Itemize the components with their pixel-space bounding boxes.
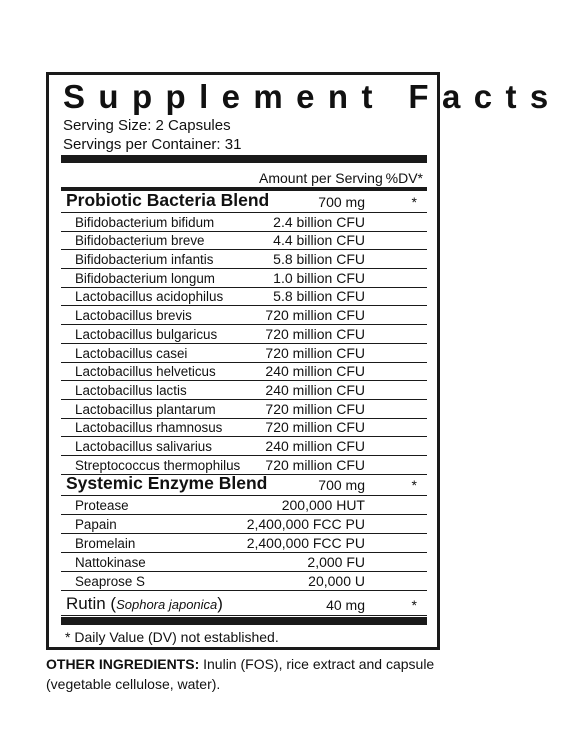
blend-dv: *: [411, 194, 417, 210]
ingredient-amount: 2.4 billion CFU: [273, 213, 365, 230]
other-ingredients: [46, 654, 466, 694]
ingredient-row: [61, 495, 427, 515]
ingredient-name: Lactobacillus acidophilus: [75, 289, 224, 305]
ingredient-row: [61, 455, 427, 475]
ingredient-name: Lactobacillus salivarius: [75, 439, 212, 455]
other-ingredients-text: Inulin (FOS), rice extract and capsule (vegetable cellulose, water).: [46, 656, 435, 692]
rutin-name: Rutin (Sophora japonica): [66, 594, 223, 613]
panel-content: [61, 75, 562, 647]
rutin-latin-name: Sophora japonica: [116, 597, 218, 612]
ingredient-name: Papain: [75, 517, 117, 532]
supplement-facts-panel: [46, 72, 562, 650]
ingredient-amount: 720 million CFU: [265, 325, 365, 342]
ingredient-name: Nattokinase: [75, 555, 146, 570]
probiotic-blend-row: [61, 191, 427, 213]
enzyme-blend-row: [61, 474, 427, 496]
ingredient-row: [61, 436, 427, 456]
ingredient-amount: 20,000 U: [308, 573, 365, 589]
ingredient-amount: 4.4 billion CFU: [273, 232, 365, 249]
ingredient-row: [61, 287, 427, 307]
blend-dv: *: [411, 477, 417, 493]
ingredient-row: [61, 268, 427, 288]
blend-name: Systemic Enzyme Blend: [66, 473, 268, 493]
ingredient-row: [61, 306, 427, 326]
ingredient-amount: 240 million CFU: [265, 438, 365, 455]
other-ingredients-label: OTHER INGREDIENTS:: [46, 656, 200, 672]
ingredient-name: Bifidobacterium bifidum: [75, 214, 215, 230]
ingredient-name: Lactobacillus rhamnosus: [75, 420, 223, 436]
ingredient-name: Lactobacillus lactis: [75, 382, 187, 398]
footnote: * Daily Value (DV) not established.: [65, 629, 279, 645]
ingredient-name: Lactobacillus helveticus: [75, 364, 216, 380]
ingredient-name: Lactobacillus casei: [75, 345, 188, 361]
serving-size: Serving Size: 2 Capsules: [63, 117, 231, 134]
bottom-thick-divider: [61, 617, 427, 625]
servings-per-container: Servings per Container: 31: [63, 136, 242, 153]
ingredient-row: [61, 380, 427, 400]
ingredient-amount: 720 million CFU: [265, 456, 365, 473]
ingredient-amount: 2,000 FU: [307, 554, 365, 570]
ingredient-row: [61, 533, 427, 553]
ingredient-row: [61, 514, 427, 534]
panel-title: Supplement Facts: [63, 78, 562, 115]
blend-amount: 700 mg: [318, 477, 365, 493]
ingredient-name: Bifidobacterium infantis: [75, 252, 214, 268]
blend-name: Probiotic Bacteria Blend: [66, 190, 270, 210]
ingredient-name: Protease: [75, 498, 129, 513]
ingredient-name: Seaprose S: [75, 574, 145, 589]
ingredient-row: [61, 231, 427, 251]
ingredient-row: [61, 212, 427, 232]
ingredient-amount: 240 million CFU: [265, 363, 365, 380]
rutin-amount: 40 mg: [326, 597, 365, 613]
ingredient-row: [61, 362, 427, 382]
ingredient-row: [61, 343, 427, 363]
ingredient-row: [61, 399, 427, 419]
ingredient-row: [61, 249, 427, 269]
ingredient-row: [61, 571, 427, 591]
ingredient-amount: 720 million CFU: [265, 344, 365, 361]
ingredient-name: Lactobacillus plantarum: [75, 401, 216, 417]
ingredient-amount: 240 million CFU: [265, 381, 365, 398]
ingredient-name: Lactobacillus bulgaricus: [75, 326, 218, 342]
ingredient-amount: 720 million CFU: [265, 400, 365, 417]
ingredient-name: Streptococcus thermophilus: [75, 457, 241, 473]
ingredient-amount: 5.8 billion CFU: [273, 288, 365, 305]
rutin-label: Rutin: [66, 594, 106, 613]
rutin-dv: *: [411, 597, 417, 613]
ingredient-amount: 1.0 billion CFU: [273, 269, 365, 286]
ingredient-amount: 720 million CFU: [265, 307, 365, 324]
ingredient-name: Lactobacillus brevis: [75, 308, 192, 324]
ingredient-row: [61, 552, 427, 572]
blend-amount: 700 mg: [318, 194, 365, 210]
ingredient-amount: 2,400,000 FCC PU: [246, 516, 365, 532]
ingredient-name: Bifidobacterium longum: [75, 270, 215, 286]
thick-divider: [61, 155, 427, 163]
ingredient-name: Bromelain: [75, 536, 136, 551]
ingredient-row: [61, 418, 427, 438]
rutin-row: [61, 593, 427, 616]
ingredient-amount: 2,400,000 FCC PU: [246, 535, 365, 551]
ingredient-amount: 5.8 billion CFU: [273, 251, 365, 268]
amount-per-serving-header: Amount per Serving: [259, 170, 383, 186]
dv-header: %DV*: [385, 170, 423, 186]
ingredient-name: Bifidobacterium breve: [75, 233, 205, 249]
ingredient-amount: 720 million CFU: [265, 419, 365, 436]
ingredient-amount: 200,000 HUT: [281, 497, 365, 513]
ingredient-row: [61, 324, 427, 344]
